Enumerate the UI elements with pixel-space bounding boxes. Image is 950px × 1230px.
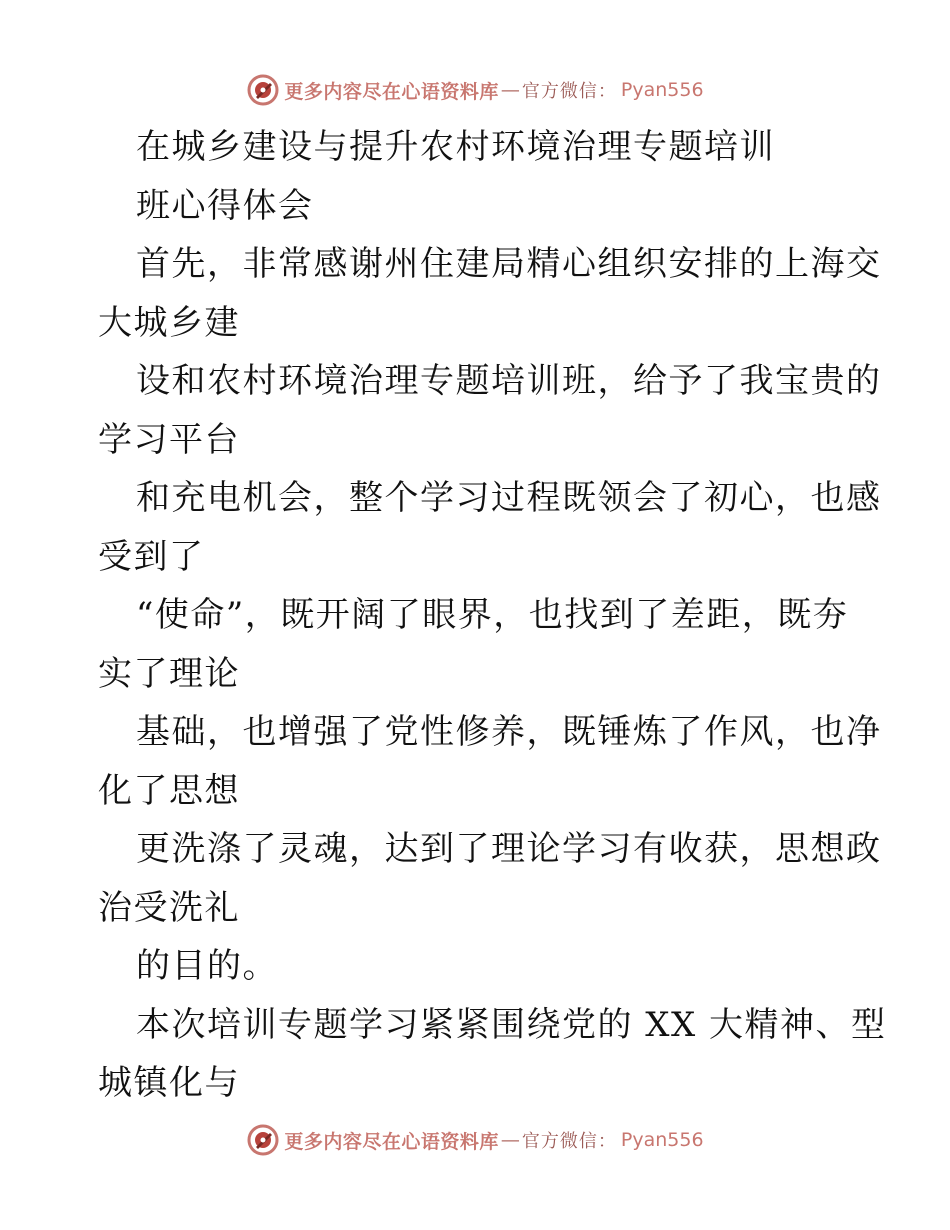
- paragraph-line: 的目的。: [136, 946, 278, 986]
- paragraph-line: 城镇化与: [98, 1063, 240, 1103]
- banner-separator: —: [500, 1129, 520, 1151]
- banner-site-text: 更多内容尽在心语资料库: [284, 1130, 499, 1153]
- document-title-line: 班心得体会: [136, 185, 314, 226]
- paragraph-line: “使命”，既开阔了眼界，也找到了差距，既夯: [136, 595, 849, 635]
- paragraph-line: 设和农村环境治理专题培训班，给予了我宝贵的: [136, 361, 882, 401]
- pen-nib-logo-icon: [246, 1123, 280, 1157]
- paragraph-line: 学习平台: [98, 419, 240, 460]
- banner-separator: —: [500, 79, 520, 101]
- paragraph-line: 更洗涤了灵魂，达到了理论学习有收获，思想政: [136, 829, 882, 869]
- paragraph-line: 和充电机会，整个学习过程既领会了初心，也感: [136, 478, 882, 518]
- paragraph-line: 化了思想: [98, 770, 240, 811]
- pen-nib-logo-icon: [246, 73, 280, 107]
- paragraph-line: 受到了: [98, 536, 205, 577]
- paragraph-line: 大城乡建: [98, 302, 240, 343]
- paragraph-line: 首先，非常感谢州住建局精心组织安排的上海交: [136, 244, 882, 284]
- footer-watermark-banner: [0, 1120, 950, 1160]
- paragraph-line: 实了理论: [98, 653, 240, 694]
- banner-wechat-label: 官方微信：: [521, 81, 617, 102]
- banner-wechat-id: Pyan556: [620, 1129, 704, 1151]
- banner-site-text: 更多内容尽在心语资料库: [284, 80, 499, 103]
- paragraph-line: 基础，也增强了党性修养，既锤炼了作风，也净: [136, 712, 882, 752]
- document-title-line: 在城乡建设与提升农村环境治理专题培训: [136, 127, 775, 167]
- paragraph-line: 本次培训专题学习紧紧围绕党的 XX 大精神、型: [136, 1004, 887, 1045]
- paragraph-line: 治受洗礼: [98, 887, 240, 928]
- banner-wechat-id: Pyan556: [620, 79, 704, 101]
- banner-wechat-label: 官方微信：: [521, 1131, 617, 1152]
- header-watermark-banner: [0, 70, 950, 110]
- document-body: [98, 118, 887, 1113]
